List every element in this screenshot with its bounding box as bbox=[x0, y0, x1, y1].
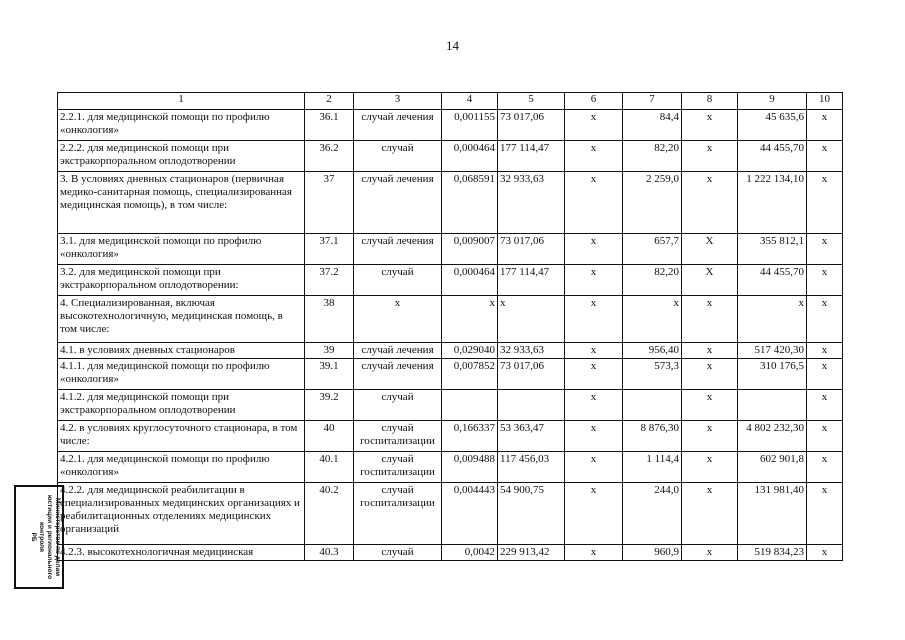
table-cell-c1: 2.2.1. для медицинской помощи по профилю «онкология» bbox=[58, 110, 305, 141]
table-cell-c8: х bbox=[682, 545, 738, 561]
table-cell-c3: случай bbox=[354, 265, 442, 296]
header-cell: 9 bbox=[738, 93, 807, 110]
table-cell-c4 bbox=[442, 390, 498, 421]
table-cell-c8: х bbox=[682, 343, 738, 359]
table-cell-c1: 4.1. в условиях дневных стационаров bbox=[58, 343, 305, 359]
table-cell-c1: 4.1.2. для медицинской помощи при экстракорпоральном оплодотворении bbox=[58, 390, 305, 421]
table-cell-c10: х bbox=[807, 296, 843, 343]
table-cell-c4: 0,0042 bbox=[442, 545, 498, 561]
table-cell-c3: случай bbox=[354, 141, 442, 172]
table-cell-c7: 2 259,0 bbox=[623, 172, 682, 234]
table-cell-c9: 4 802 232,30 bbox=[738, 421, 807, 452]
header-cell: 6 bbox=[565, 93, 623, 110]
table-cell-c9: 44 455,70 bbox=[738, 141, 807, 172]
table-row bbox=[58, 110, 843, 141]
stamp-line: Министерство по делам bbox=[54, 497, 61, 577]
table-cell-c8: х bbox=[682, 141, 738, 172]
stamp-line: РБ bbox=[30, 532, 37, 542]
table-cell-c5: 73 017,06 bbox=[498, 110, 565, 141]
table-cell-c8: Х bbox=[682, 234, 738, 265]
table-row bbox=[58, 296, 843, 343]
table-cell-c9: 44 455,70 bbox=[738, 265, 807, 296]
table-cell-c4: 0,009488 bbox=[442, 452, 498, 483]
page-number: 14 bbox=[446, 38, 459, 53]
table-cell-c9: 310 176,5 bbox=[738, 359, 807, 390]
table-row bbox=[58, 483, 843, 545]
table-cell-c6: х bbox=[565, 234, 623, 265]
table-cell-c8: х bbox=[682, 110, 738, 141]
table-cell-c1: 4.2.2. для медицинской реабилитации в специализированных медицинских организациях и реабилитационных отделениях медицинских организаций bbox=[58, 483, 305, 545]
table-cell-c6: х bbox=[565, 483, 623, 545]
table-cell-c9: 519 834,23 bbox=[738, 545, 807, 561]
table-cell-c10: х bbox=[807, 141, 843, 172]
table-cell-c5: 177 114,47 bbox=[498, 265, 565, 296]
table-cell-c10: х bbox=[807, 110, 843, 141]
table-cell-c6: х bbox=[565, 110, 623, 141]
table-cell-c5: 32 933,63 bbox=[498, 172, 565, 234]
table-cell-c3: случай лечения bbox=[354, 110, 442, 141]
table-cell-c9: 517 420,30 bbox=[738, 343, 807, 359]
table-cell-c6: х bbox=[565, 359, 623, 390]
table-cell-c10: х bbox=[807, 234, 843, 265]
table-cell-c3: случай госпитализации bbox=[354, 452, 442, 483]
table-cell-c7: 82,20 bbox=[623, 141, 682, 172]
table-row bbox=[58, 234, 843, 265]
table-cell-c7: 84,4 bbox=[623, 110, 682, 141]
stamp-line: юстиции и регионального bbox=[46, 494, 53, 580]
table-cell-c2: 39.2 bbox=[305, 390, 354, 421]
table-cell-c1: 4.2. в условиях круглосуточного стационара, в том числе: bbox=[58, 421, 305, 452]
table-cell-c3: случай госпитализации bbox=[354, 421, 442, 452]
table-cell-c6: х bbox=[565, 390, 623, 421]
table-cell-c7: 573,3 bbox=[623, 359, 682, 390]
table-cell-c4: 0,000464 bbox=[442, 265, 498, 296]
table-cell-c8: х bbox=[682, 359, 738, 390]
header-row bbox=[58, 93, 843, 110]
table-cell-c5: 73 017,06 bbox=[498, 234, 565, 265]
table-cell-c10: х bbox=[807, 343, 843, 359]
table-cell-c10: х bbox=[807, 452, 843, 483]
table-cell-c4: 0,004443 bbox=[442, 483, 498, 545]
table-cell-c8: х bbox=[682, 421, 738, 452]
table-cell-c6: х bbox=[565, 545, 623, 561]
table-cell-c2: 37.1 bbox=[305, 234, 354, 265]
table-cell-c4: 0,068591 bbox=[442, 172, 498, 234]
table-cell-c4: 0,166337 bbox=[442, 421, 498, 452]
table-cell-c1: 3. В условиях дневных стационаров (первичная медико-санитарная помощь, специализированная медицинская помощь), в том числе: bbox=[58, 172, 305, 234]
table-cell-c2: 37 bbox=[305, 172, 354, 234]
table-cell-c10: х bbox=[807, 390, 843, 421]
header-cell: 10 bbox=[807, 93, 843, 110]
table-cell-c1: 2.2.2. для медицинской помощи при экстракорпоральном оплодотворении bbox=[58, 141, 305, 172]
table-cell-c6: х bbox=[565, 343, 623, 359]
table-cell-c3: случай bbox=[354, 390, 442, 421]
table-cell-c4: х bbox=[442, 296, 498, 343]
header-cell: 2 bbox=[305, 93, 354, 110]
table-cell-c6: х bbox=[565, 421, 623, 452]
table-row bbox=[58, 172, 843, 234]
table-cell-c4: 0,001155 bbox=[442, 110, 498, 141]
table-cell-c10: х bbox=[807, 545, 843, 561]
table-cell-c7: 1 114,4 bbox=[623, 452, 682, 483]
table-cell-c7 bbox=[623, 390, 682, 421]
table-row bbox=[58, 390, 843, 421]
table-cell-c3: случай лечения bbox=[354, 359, 442, 390]
table-cell-c3: случай госпитализации bbox=[354, 483, 442, 545]
table-cell-c9: 45 635,6 bbox=[738, 110, 807, 141]
table-cell-c6: х bbox=[565, 452, 623, 483]
registration-stamp bbox=[14, 485, 64, 589]
table-cell-c2: 40.1 bbox=[305, 452, 354, 483]
table-cell-c6: х bbox=[565, 172, 623, 234]
table-cell-c8: х bbox=[682, 296, 738, 343]
table-cell-c2: 39 bbox=[305, 343, 354, 359]
table-cell-c8: х bbox=[682, 172, 738, 234]
table-row bbox=[58, 359, 843, 390]
table-cell-c3: х bbox=[354, 296, 442, 343]
table-cell-c9: х bbox=[738, 296, 807, 343]
table-cell-c10: х bbox=[807, 483, 843, 545]
rates-table bbox=[57, 92, 843, 561]
table-cell-c4: 0,009007 bbox=[442, 234, 498, 265]
table-cell-c9 bbox=[738, 390, 807, 421]
table-cell-c8: х bbox=[682, 483, 738, 545]
table-row bbox=[58, 452, 843, 483]
table-cell-c5: 53 363,47 bbox=[498, 421, 565, 452]
table-cell-c4: 0,007852 bbox=[442, 359, 498, 390]
stamp-line: контроля bbox=[38, 522, 45, 552]
table-cell-c7: 244,0 bbox=[623, 483, 682, 545]
table-cell-c6: х bbox=[565, 141, 623, 172]
table-cell-c7: 8 876,30 bbox=[623, 421, 682, 452]
header-cell: 5 bbox=[498, 93, 565, 110]
table-cell-c5: 32 933,63 bbox=[498, 343, 565, 359]
table-cell-c10: х bbox=[807, 265, 843, 296]
table-cell-c5: 229 913,42 bbox=[498, 545, 565, 561]
table-cell-c9: 355 812,1 bbox=[738, 234, 807, 265]
table-cell-c10: х bbox=[807, 421, 843, 452]
header-cell: 4 bbox=[442, 93, 498, 110]
table-cell-c2: 39.1 bbox=[305, 359, 354, 390]
table-cell-c8: х bbox=[682, 390, 738, 421]
table-cell-c1: 4.2.1. для медицинской помощи по профилю «онкология» bbox=[58, 452, 305, 483]
table-cell-c7: 657,7 bbox=[623, 234, 682, 265]
table-cell-c9: 131 981,40 bbox=[738, 483, 807, 545]
table-cell-c2: 36.2 bbox=[305, 141, 354, 172]
table-cell-c5: х bbox=[498, 296, 565, 343]
table-cell-c1: 4.1.1. для медицинской помощи по профилю «онкология» bbox=[58, 359, 305, 390]
table-cell-c9: 1 222 134,10 bbox=[738, 172, 807, 234]
table-cell-c2: 40.3 bbox=[305, 545, 354, 561]
table-cell-c2: 40.2 bbox=[305, 483, 354, 545]
table-cell-c5: 54 900,75 bbox=[498, 483, 565, 545]
table-cell-c1: 4.2.3. высокотехнологичная медицинская bbox=[58, 545, 305, 561]
table-row bbox=[58, 141, 843, 172]
table-cell-c7: 956,40 bbox=[623, 343, 682, 359]
table-cell-c3: случай лечения bbox=[354, 343, 442, 359]
table-row bbox=[58, 265, 843, 296]
table-cell-c5: 117 456,03 bbox=[498, 452, 565, 483]
table-cell-c9: 602 901,8 bbox=[738, 452, 807, 483]
table-cell-c2: 40 bbox=[305, 421, 354, 452]
table-cell-c10: х bbox=[807, 359, 843, 390]
header-cell: 7 bbox=[623, 93, 682, 110]
header-cell: 1 bbox=[58, 93, 305, 110]
table-row bbox=[58, 343, 843, 359]
table-cell-c5: 73 017,06 bbox=[498, 359, 565, 390]
table-cell-c2: 36.1 bbox=[305, 110, 354, 141]
table-cell-c10: х bbox=[807, 172, 843, 234]
table-cell-c6: х bbox=[565, 265, 623, 296]
table-cell-c5 bbox=[498, 390, 565, 421]
table-cell-c7: х bbox=[623, 296, 682, 343]
table-cell-c1: 3.1. для медицинской помощи по профилю «онкология» bbox=[58, 234, 305, 265]
header-cell: 8 bbox=[682, 93, 738, 110]
table-cell-c5: 177 114,47 bbox=[498, 141, 565, 172]
header-cell: 3 bbox=[354, 93, 442, 110]
table-cell-c8: Х bbox=[682, 265, 738, 296]
table-row bbox=[58, 421, 843, 452]
table-cell-c7: 960,9 bbox=[623, 545, 682, 561]
table-cell-c2: 38 bbox=[305, 296, 354, 343]
table-cell-c2: 37.2 bbox=[305, 265, 354, 296]
table-row bbox=[58, 545, 843, 561]
table-cell-c3: случай лечения bbox=[354, 234, 442, 265]
table-cell-c1: 3.2. для медицинской помощи при экстракорпоральном оплодотворении: bbox=[58, 265, 305, 296]
table-cell-c7: 82,20 bbox=[623, 265, 682, 296]
table-cell-c3: случай bbox=[354, 545, 442, 561]
table-cell-c4: 0,029040 bbox=[442, 343, 498, 359]
table-cell-c4: 0,000464 bbox=[442, 141, 498, 172]
table-cell-c3: случай лечения bbox=[354, 172, 442, 234]
table-cell-c6: х bbox=[565, 296, 623, 343]
table-cell-c1: 4. Специализированная, включая высокотехнологичную, медицинская помощь, в том числе: bbox=[58, 296, 305, 343]
table-cell-c8: х bbox=[682, 452, 738, 483]
